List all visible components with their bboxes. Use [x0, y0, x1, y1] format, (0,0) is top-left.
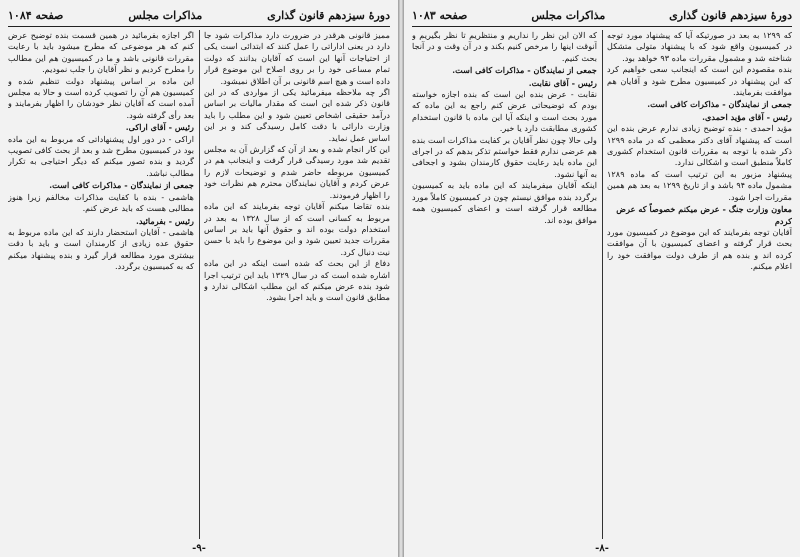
- session-title: دورهٔ سیزدهم قانون گذاری: [669, 8, 792, 22]
- paragraph: آقایان توجه بفرمایند که این موضوع در کمیسیون مورد بحث قرار گرفته و اعضای کمیسیون با آن موافقت کرده اند و بنده هم از طرف دولت موافقت خود را اعلام میکنم.: [607, 226, 792, 272]
- paragraph: اینکه آقایان میفرمایند که این ماده باید به کمیسیون برگردد بنده موافق نیستم چون در کمیسیون کاملاً مورد مطالعه قرار گرفته است و اعضای کمیسیون همه موافق بوده اند.: [412, 180, 597, 225]
- paragraph: بنده تقاضا میکنم آقایان توجه بفرمایند که این ماده مربوط به کسانی است که از سال ۱۳۲۸ به بعد در استخدام دولت بوده اند و حقوق آنها باید بر اساس مقررات جدید تعیین شود و این موضوع را باید با حسن نیت دنبال کرد.: [204, 201, 390, 257]
- text-column-right: [204, 30, 390, 539]
- paragraph: دفاع از این بحث که شده است اینکه در این ماده اشاره شده است که در سال ۱۳۲۹ باید این ترتیب اجرا شود بنده عرض میکنم که این مطلب اشکالی ندارد و مطابق قانون است و باید اجرا بشود.: [204, 258, 390, 303]
- paragraph: هاشمی - بنده با کفایت مذاکرات مخالفم زیرا هنوز مطالبی هست که باید عرض کنم.: [8, 191, 194, 214]
- speaker-line: معاون وزارت جنگ - عرض میکنم خصوصاً که عرض کردم: [616, 204, 792, 226]
- right-page: [404, 0, 800, 557]
- column-divider: [199, 30, 200, 539]
- folio: -۹-: [192, 543, 206, 554]
- paragraph: بنده مقصودم این است که اینجانب سعی خواهیم کرد که این پیشنهاد در کمیسیون مطرح شود و آقایان هم موافقت بفرمایند.: [607, 64, 792, 98]
- paragraph: این ماده بر اساس پیشنهاد دولت تنظیم شده و کمیسیون هم آن را تصویب کرده است و حالا به مجلس آمده است که آقایان نظر خودشان را اظهار بفرمایند و بعد رأی گرفته شود.: [8, 75, 194, 120]
- page-number: صفحه ۱۰۸۴: [8, 8, 64, 22]
- text-column-right: [607, 30, 792, 539]
- column-divider: [602, 30, 603, 539]
- right-page-header: [412, 4, 792, 27]
- paragraph: پیشنهاد مزبور به این ترتیب است که ماده ۱۲۸۹ مشمول ماده ۹۴ باشد و از تاریخ ۱۲۹۹ به بعد هم همین مقررات اجرا شود.: [607, 168, 792, 202]
- paragraph: ولی حالا چون نظر آقایان بر کفایت مذاکرات است بنده هم عرضی ندارم فقط خواستم تذکر بدهم که در اجرای این ماده باید رعایت حقوق کارمندان بشود و اجحافی به آنها نشود.: [412, 134, 597, 179]
- paragraph: هاشمی - آقایان استحضار دارند که این ماده مربوط به حقوق عده زیادی از کارمندان است و باید با دقت بیشتری مورد مطالعه قرار گیرد و بنده پیشنهاد میکنم که به کمیسیون برگردد.: [8, 226, 194, 272]
- folio: -۸-: [595, 543, 609, 554]
- text-column-left: [8, 30, 194, 539]
- paragraph: اگر اجازه بفرمائید در همین قسمت بنده توضیح عرض کنم که هر موضوعی که مطرح میشود باید با رعایت مقررات قانونی باشد و ما در کمیسیون هم این مطالب را مطرح کردیم و نظر آقایان را جلب نمودیم.: [8, 30, 194, 75]
- left-page-columns: [8, 30, 390, 539]
- paragraph: مؤید احمدی - بنده توضیح زیادی ندارم عرض بنده این است که پیشنهاد آقای دکتر معظمی که در ماده ۱۲۹۹ ذکر شده با توجه به مقررات قانون استخدام کشوری کاملاً منطبق است و اشکالی ندارد.: [607, 123, 792, 168]
- text-column-left: [412, 30, 597, 539]
- paragraph: اگر چه ملاحظه میفرمائید یکی از مواردی که در این قانون ذکر شده این است که مقدار مالیات بر اساس درآمد حقیقی اشخاص تعیین شود و این مطلب را باید وزارت دارائی با دقت کامل رسیدگی کند و بر این اساس عمل نماید.: [204, 87, 390, 143]
- speaker-line: رئیس - آقای اراکی.: [125, 122, 194, 133]
- magazine-title: مذاکرات مجلس: [531, 8, 606, 22]
- paragraph: این کار انجام شده و بعد از آن که گزارش آن به مجلس تقدیم شد مورد رسیدگی قرار گرفت و اینجانب هم در کمیسیون مربوطه حاضر شدم و توضیحات لازم را عرض کردم و آقایان نمایندگان محترم هم نظرات خود را اظهار فرمودند.: [204, 144, 390, 200]
- speaker-line: رئیس - آقای مؤید احمدی.: [702, 111, 792, 122]
- left-page: [0, 0, 398, 557]
- speaker-line: جمعی از نمایندگان - مذاکرات کافی است.: [647, 99, 792, 110]
- page-number: صفحه ۱۰۸۳: [412, 8, 468, 22]
- paragraph: که ۱۲۹۹ به بعد در صورتیکه آیا که پیشنهاد مورد توجه در کمیسیون واقع شود که با پیشنهاد متولی متشکل شناخته شد و مشمول مقررات ماده ۹۳ خواهد بود.: [607, 30, 792, 63]
- paragraph: نقابت - عرض بنده این است که بنده اجازه خواسته بودم که توضیحاتی عرض کنم راجع به این ماده که مورد بحث است و اینکه آیا این ماده با قانون استخدام کشوری مطابقت دارد یا خیر.: [412, 89, 597, 134]
- right-page-columns: [412, 30, 792, 539]
- paragraph: که الان این نظر را نداریم و منتظریم تا نظر بگیریم و آنوقت اینها را مرخص کنیم بکند و در آن وقت و در آنجا بحث کنیم.: [412, 30, 597, 63]
- paragraph: ممیز قانونی هرقدر در ضرورت دارد مذاکرات شود جا دارد در یعنی اداراتی را عمل کنند که ابتدائی است یکی از احتیاجات آنها این است که آقایان بدانند که دولت تمام مساعی خود را بر روی اصلاح این موضوع قرار داده است و هیچ اسم قانونی بر آن اطلاق نمیشود.: [204, 30, 390, 86]
- speaker-line: جمعی از نمایندگان - مذاکرات کافی است.: [49, 180, 194, 191]
- speaker-line: رئیس - آقای نقابت.: [528, 77, 597, 88]
- magazine-title: مذاکرات مجلس: [128, 8, 203, 22]
- left-page-header: [8, 4, 390, 27]
- speaker-line: جمعی از نمایندگان - مذاکرات کافی است.: [452, 65, 597, 76]
- paragraph: اراکی - در دور اول پیشنهاداتی که مربوط به این ماده بود در کمیسیون مطرح شد و بعد از بحث کافی تصویب گردید و بنده تصور میکنم که دیگر احتیاجی به تکرار مطالب نباشد.: [8, 133, 194, 178]
- session-title: دورهٔ سیزدهم قانون گذاری: [267, 8, 390, 22]
- speaker-line: رئیس - بفرمائید.: [136, 215, 194, 226]
